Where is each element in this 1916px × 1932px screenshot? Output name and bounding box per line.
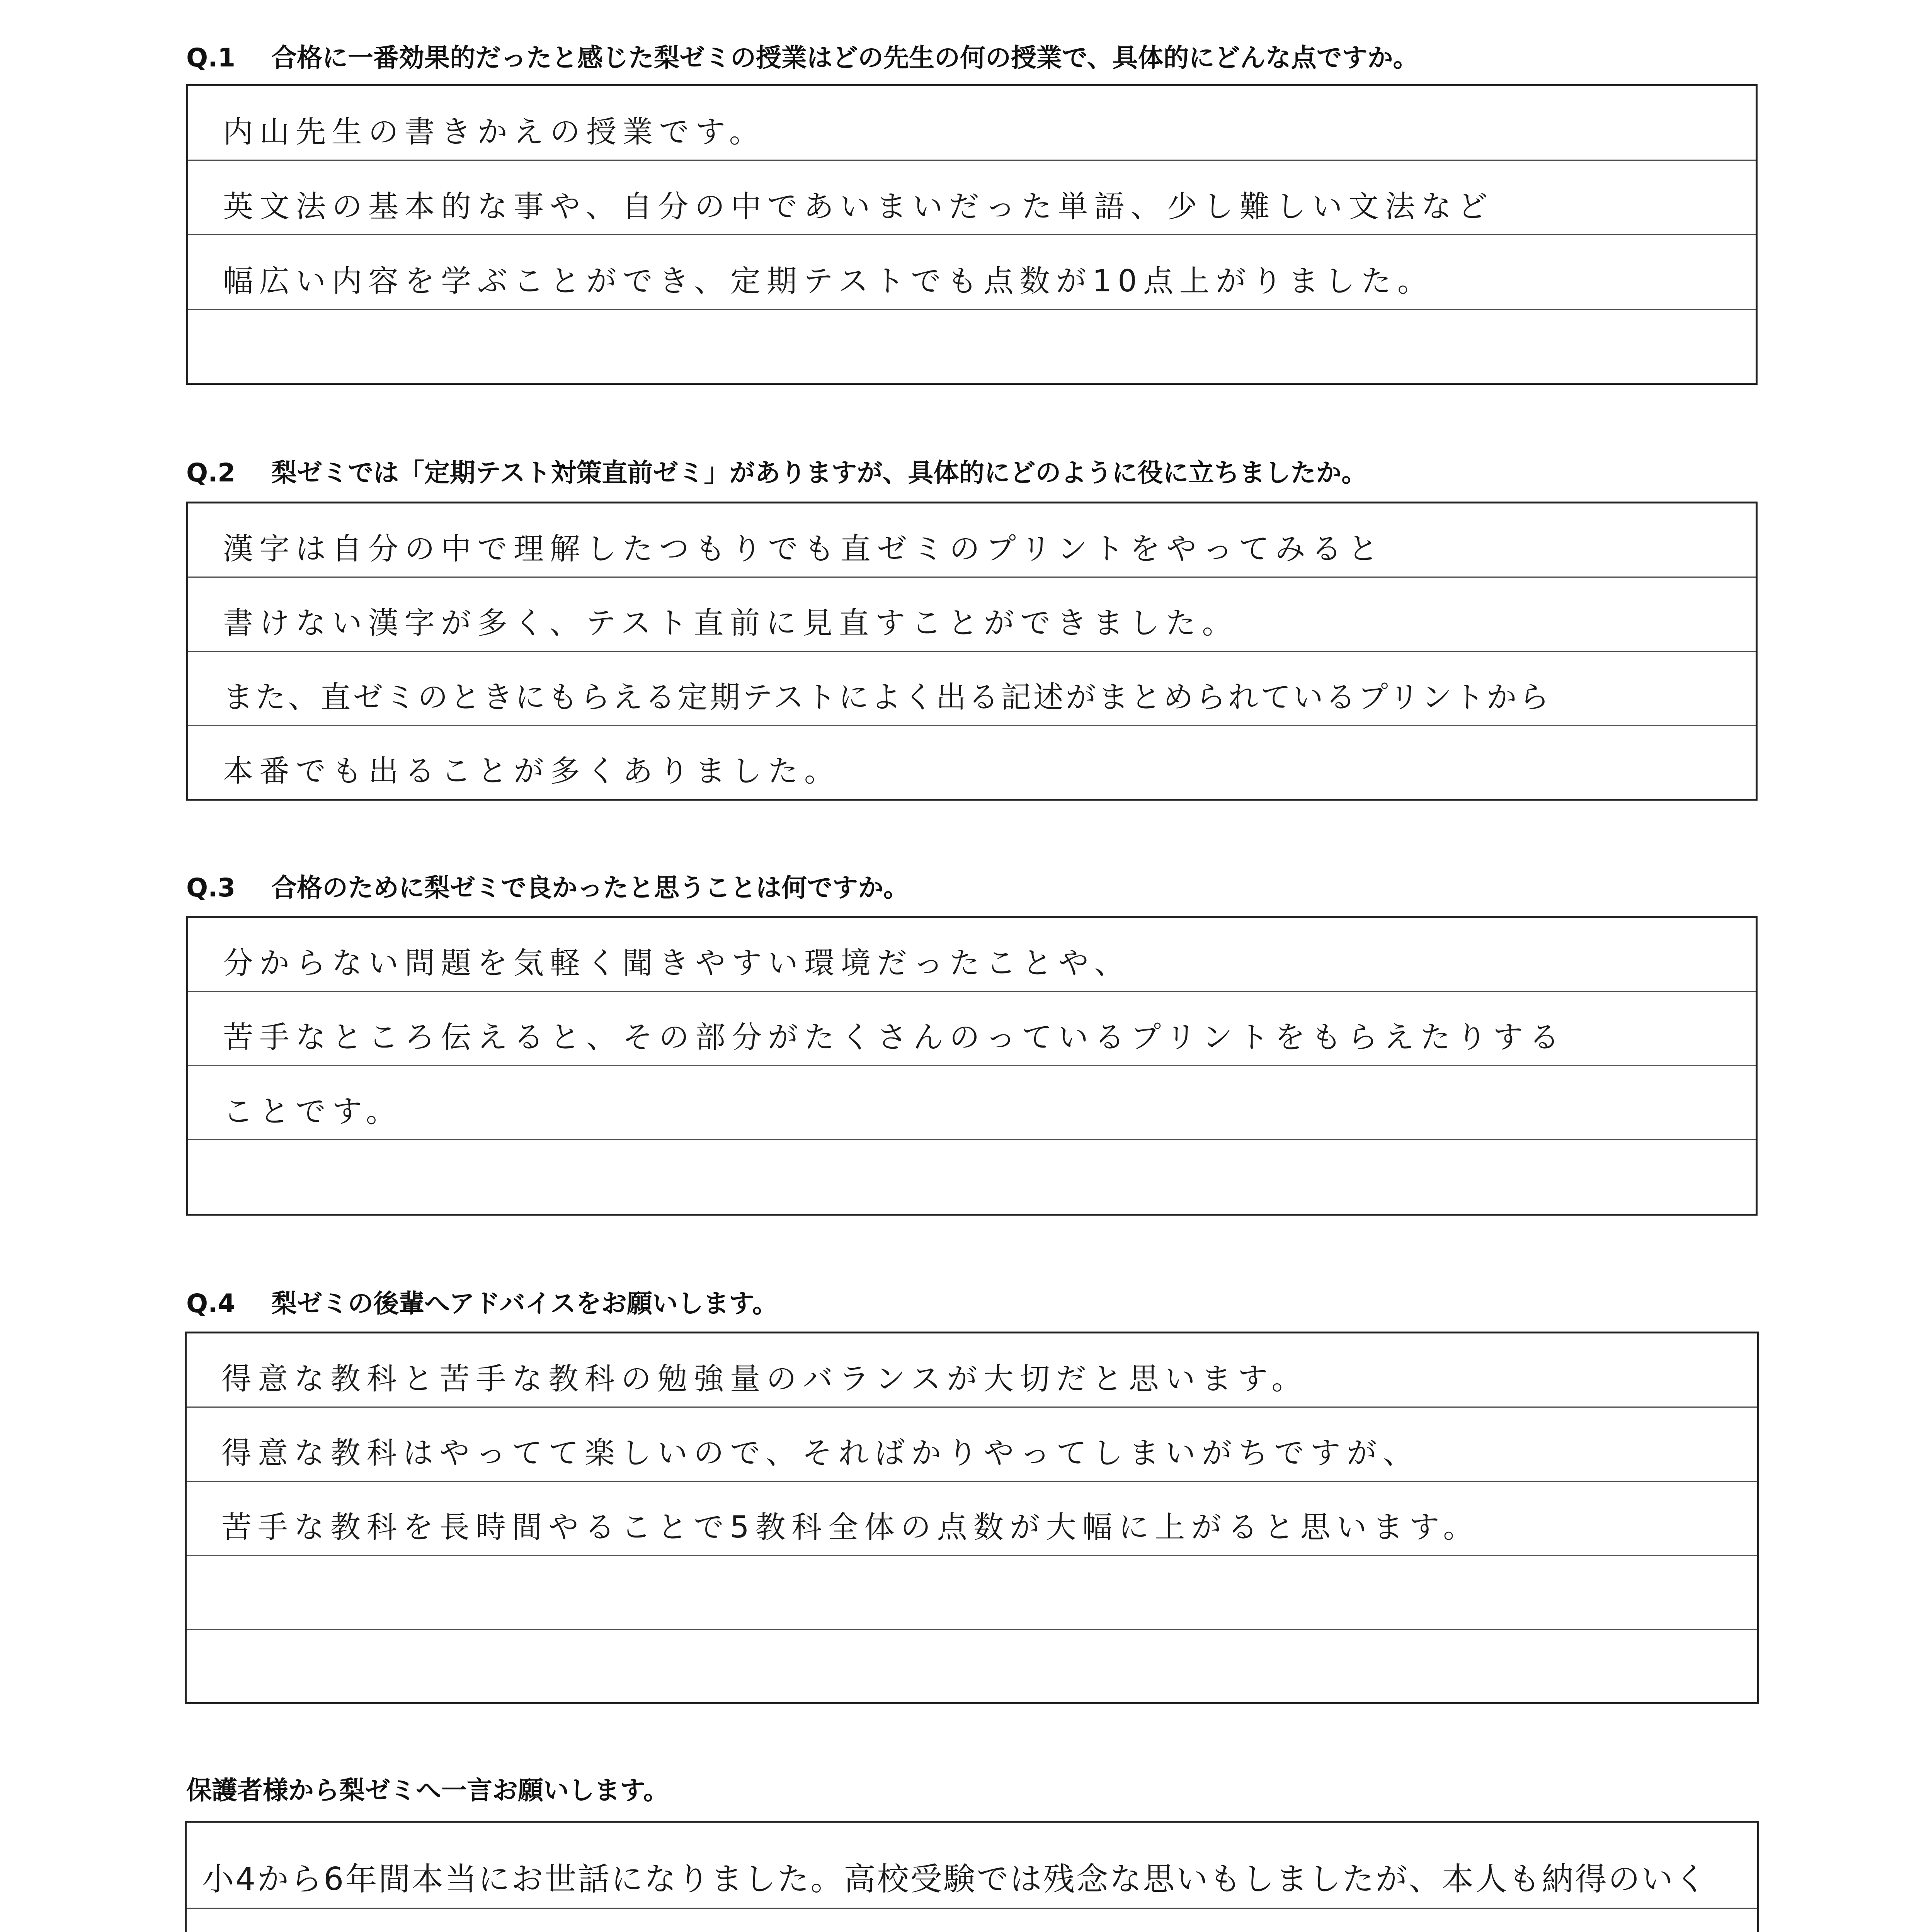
question-text: 合格のために梨ゼミで良かったと思うことは何ですか。 — [271, 873, 909, 903]
answer-line — [187, 1408, 1757, 1482]
question-2-title — [186, 452, 1367, 489]
handwritten-text: ことです。 — [223, 1094, 402, 1129]
answer-line — [188, 652, 1756, 726]
handwritten-text: 得意な教科はやってて楽しいので、そればかりやってしまいがちですが、 — [221, 1436, 1419, 1471]
question-3-title — [186, 867, 909, 904]
answer-line — [188, 726, 1756, 799]
answer-line — [188, 86, 1756, 161]
answer-line — [188, 918, 1756, 992]
handwritten-text: 苦手な教科を長時間やることで5教科全体の点数が大幅に上がると思います。 — [221, 1510, 1480, 1545]
question-number: Q.2 — [186, 458, 236, 488]
answer-line — [187, 1482, 1757, 1556]
question-text: 梨ゼミでは「定期テスト対策直前ゼミ」がありますが、具体的にどのように役に立ちましたか。 — [271, 458, 1367, 488]
answer-line — [188, 992, 1756, 1066]
answer-line — [188, 1066, 1756, 1140]
question-number: Q.3 — [186, 873, 236, 903]
parent-title — [186, 1770, 669, 1806]
question-1-title — [186, 37, 1419, 74]
answer-line — [187, 1630, 1757, 1702]
handwritten-text: 英文法の基本的な事や、自分の中であいまいだった単語、少し難しい文法など — [223, 189, 1494, 224]
answer-box-parent — [185, 1821, 1759, 1932]
handwritten-text: 苦手なところ伝えると、その部分がたくさんのっているプリントをもらえたりする — [223, 1020, 1566, 1055]
handwritten-text: また、直ゼミのときにもらえる定期テストによく出る記述がまとめられているプリントから — [223, 680, 1552, 715]
question-number: Q.1 — [186, 43, 236, 73]
answer-line — [187, 1333, 1757, 1408]
answer-line — [188, 161, 1756, 235]
handwritten-text: 書けない漢字が多く、テスト直前に見直すことができました。 — [223, 606, 1239, 641]
handwritten-text: 小4から6年間本当にお世話になりました。高校受験では残念な思いもしましたが、本人も納得のいく — [202, 1861, 1708, 1898]
handwritten-text: 内山先生の書きかえの授業です。 — [223, 115, 766, 150]
answer-line — [187, 1823, 1757, 1909]
answer-box-4 — [185, 1332, 1759, 1704]
answer-line — [188, 1140, 1756, 1214]
answer-line — [188, 503, 1756, 578]
handwritten-text: 漢字は自分の中で理解したつもりでも直ゼミのプリントをやってみると — [223, 532, 1384, 566]
handwritten-text: 幅広い内容を学ぶことができ、定期テストでも点数が10点上がりました。 — [223, 264, 1434, 299]
question-number: Q.4 — [186, 1289, 236, 1318]
answer-line — [187, 1909, 1757, 1932]
handwritten-text: 分からない問題を気軽く聞きやすい環境だったことや、 — [223, 946, 1131, 981]
question-text: 合格に一番効果的だったと感じた梨ゼミの授業はどの先生の何の授業で、具体的にどんな点ですか。 — [271, 43, 1419, 73]
question-4-title — [186, 1283, 778, 1320]
answer-box-3 — [186, 916, 1758, 1216]
parent-title-text: 保護者様から梨ゼミへ一言お願いします。 — [186, 1776, 669, 1805]
answer-line — [188, 235, 1756, 310]
question-text: 梨ゼミの後輩へアドバイスをお願いします。 — [271, 1289, 778, 1318]
handwritten-text: 得意な教科と苦手な教科の勉強量のバランスが大切だと思います。 — [221, 1362, 1308, 1396]
answer-line — [187, 1556, 1757, 1630]
handwritten-text: 本番でも出ることが多くありました。 — [223, 754, 841, 789]
answer-line — [188, 310, 1756, 383]
answer-box-1 — [186, 84, 1758, 385]
answer-line — [188, 578, 1756, 652]
answer-box-2 — [186, 502, 1758, 801]
